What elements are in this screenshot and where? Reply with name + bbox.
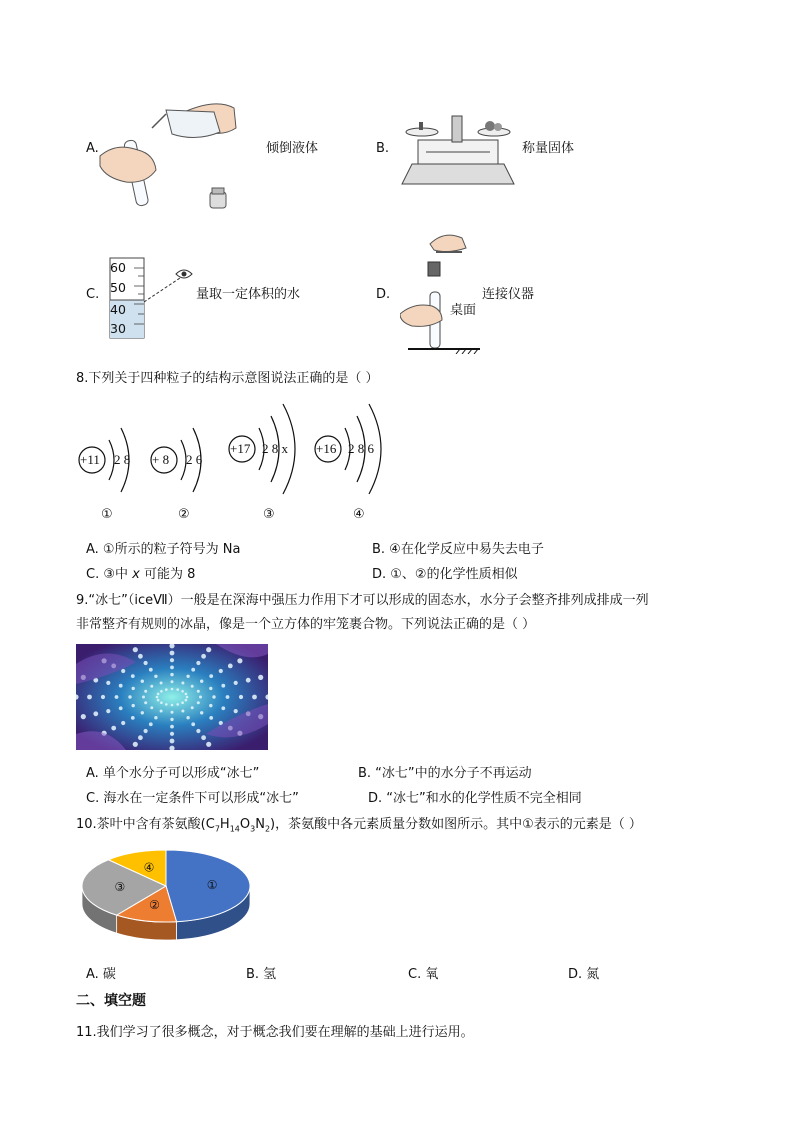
q7-option-a-text: 倾倒液体 xyxy=(266,141,319,156)
ice-vii-image xyxy=(76,644,268,750)
q10-option-c: C. 氧 xyxy=(408,967,439,982)
element-mass-fraction-pie-chart xyxy=(80,846,256,950)
section-heading: 二、填空题 xyxy=(76,993,146,1009)
particle3-nucleus-charge: +17 xyxy=(230,441,251,456)
cylinder-tick-50: 50 xyxy=(110,280,126,295)
connect-apparatus-illustration xyxy=(400,228,480,354)
q10-option-d: D. 氮 xyxy=(568,967,600,982)
q7-option-b-text: 称量固体 xyxy=(522,141,575,156)
pour-liquid-illustration xyxy=(96,92,242,212)
q8-option-a: A. ①所示的粒子符号为 Na xyxy=(86,542,241,557)
pie-label-3: ③ xyxy=(114,880,126,895)
cylinder-tick-40: 40 xyxy=(110,302,126,317)
q9-option-a: A. 单个水分子可以形成“冰七” xyxy=(86,766,260,781)
particle2-label: ② xyxy=(178,507,190,522)
particle2-nucleus-charge: + 8 xyxy=(152,452,170,467)
q9-stem-line2: 非常整齐有规则的冰晶，像是一个立方体的牢笼裹合物。下列说法正确的是（ ） xyxy=(76,617,536,632)
q9-option-d: D. “冰七”和水的化学性质不完全相同 xyxy=(368,791,582,806)
q9-option-c: C. 海水在一定条件下可以形成“冰七” xyxy=(86,791,299,806)
q7-option-d-letter: D. xyxy=(376,287,391,302)
pie-label-2: ② xyxy=(149,898,160,913)
desk-label: 桌面 xyxy=(450,303,477,318)
particle1-electrons: 2 8 xyxy=(114,452,131,467)
q10-option-a: A. 碳 xyxy=(86,967,116,982)
q7-option-c-letter: C. xyxy=(86,287,100,302)
particle2-electrons: 2 6 xyxy=(186,452,203,467)
q8-option-c: C. ③中 x 可能为 8 xyxy=(86,567,196,582)
q11-stem: 11.我们学习了很多概念，对于概念我们要在理解的基础上进行运用。 xyxy=(76,1025,474,1040)
pie-label-1: ① xyxy=(206,877,218,892)
particle4-label: ④ xyxy=(353,507,365,522)
particle4-nucleus-charge: +16 xyxy=(316,441,337,456)
q10-option-b: B. 氢 xyxy=(246,967,277,982)
q7-option-c-text: 量取一定体积的水 xyxy=(196,287,301,302)
particle1-nucleus-charge: +11 xyxy=(80,452,100,467)
cylinder-tick-30: 30 xyxy=(110,321,126,336)
particle1-label: ① xyxy=(101,507,113,522)
balance-scale-illustration xyxy=(400,112,516,190)
q7-option-d-text: 连接仪器 xyxy=(482,287,535,302)
q9-option-b: B. “冰七”中的水分子不再运动 xyxy=(358,766,532,781)
particle3-label: ③ xyxy=(263,507,275,522)
q8-stem: 8.下列关于四种粒子的结构示意图说法正确的是（ ） xyxy=(76,371,379,386)
q7-option-a-letter: A. xyxy=(86,141,99,156)
particle3-electrons: 2 8 x xyxy=(262,441,288,456)
q7-option-b-letter: B. xyxy=(376,141,390,156)
cylinder-tick-60: 60 xyxy=(110,260,126,275)
particle4-electrons: 2 8 6 xyxy=(348,441,374,456)
q8-option-b: B. ④在化学反应中易失去电子 xyxy=(372,542,544,557)
q10-stem: 10.茶叶中含有茶氨酸$(C_7H_{14}O_3N_2)$，茶氨酸中各元素质量分数如图所示。其中①表示的元素是（ ） xyxy=(76,817,642,834)
q9-stem-line1: 9.“冰七”（iceⅦ）一般是在深海中强压力作用下才可以形成的固态水，水分子会整齐排列成排成一列 xyxy=(76,593,649,608)
pie-label-4: ④ xyxy=(143,860,155,875)
q8-option-d: D. ①、②的化学性质相似 xyxy=(372,567,518,582)
